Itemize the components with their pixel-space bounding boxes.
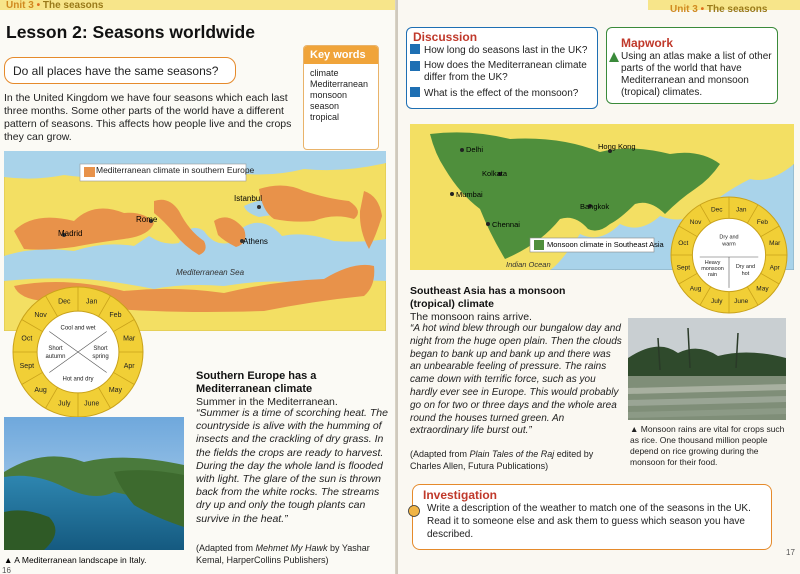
map-label-mumbai: Mumbai bbox=[456, 190, 483, 199]
map-label-madrid: Madrid bbox=[58, 229, 83, 238]
wheel-month-label: Aug bbox=[34, 386, 47, 394]
unit-topic: The seasons bbox=[706, 4, 768, 15]
discussion-list bbox=[410, 44, 596, 100]
source-title: Plain Tales of the Raj bbox=[469, 449, 555, 459]
med-map-legend: Mediterranean climate in southern Europe bbox=[96, 165, 255, 175]
section-title: Southeast Asia has a monsoon (tropical) climate bbox=[410, 285, 566, 310]
wheel-month-label: Apr bbox=[769, 264, 780, 272]
quote-text: “A hot wind blew through our bungalow day and night from the huge open plain. Then the clouds began to bank up and bank up and there was an unbearable feeling of pressure. The rains came down with terrific force, such as you hardly ever see in Europe. This would probably go on for two or three days and the whole area round the houses turned green. An extraordinary life burst out.” bbox=[410, 323, 622, 437]
wheel-season-label: autumn bbox=[45, 354, 66, 360]
circle-bullet-icon bbox=[408, 505, 420, 517]
wheel-month-label: Feb bbox=[756, 218, 769, 226]
square-bullet-icon bbox=[410, 61, 420, 71]
keyword-item: tropical bbox=[310, 112, 340, 122]
unit-label: Unit 3 bbox=[670, 4, 698, 15]
wheel-month-label: May bbox=[108, 386, 123, 394]
map-label-rome: Rome bbox=[136, 215, 158, 224]
quote-source bbox=[196, 542, 392, 566]
wheel-month-label: Jan bbox=[735, 206, 747, 214]
map-label-sea: Mediterranean Sea bbox=[176, 268, 245, 277]
map-label-istanbul: Istanbul bbox=[234, 194, 263, 203]
wheel-month-label: Dec bbox=[58, 298, 71, 306]
wheel-season-label: warm bbox=[722, 241, 736, 248]
keywords-title: Key words bbox=[304, 46, 378, 64]
photo-caption: ▲ Monsoon rains are vital for crops such as rice. One thousand million people depend on rice growing during the monsoon for their food. bbox=[630, 424, 785, 467]
quote-source bbox=[410, 448, 610, 472]
wheel-season-label: rain bbox=[707, 272, 718, 279]
discussion-item: How does the Mediterranean climate differ from the UK? bbox=[410, 60, 596, 84]
wheel-month-label: Feb bbox=[109, 312, 122, 320]
left-page bbox=[0, 0, 396, 574]
page-number: 16 bbox=[2, 566, 11, 574]
unit-header bbox=[670, 4, 767, 15]
intro-paragraph: In the United Kingdom we have four seasons which each last three months. Some other parts of the world have a different pattern of seasons. This affects how people live and the crops they can grow. bbox=[4, 92, 292, 143]
bullet-icon: • bbox=[36, 0, 41, 11]
wheel-month-label: May bbox=[756, 285, 769, 293]
unit-header bbox=[6, 0, 103, 11]
keywords-box bbox=[303, 45, 379, 150]
section-title: Southern Europe has a Mediterranean climate bbox=[196, 370, 317, 395]
wheel-month-label: June bbox=[84, 400, 100, 408]
wheel-month-label: July bbox=[58, 400, 71, 408]
section-subtitle: Summer in the Mediterranean. bbox=[196, 396, 338, 408]
question-box bbox=[4, 57, 236, 84]
discussion-item: How long do seasons last in the UK? bbox=[410, 44, 596, 57]
wheel-season-label: Dry and bbox=[719, 234, 739, 241]
quote-text: “Summer is a time of scorching heat. The countryside is alive with the humming of insects and the crackling of dry grass. In the fields the crops are ready to harvest. During the day the whole land is flooded with light. The glare of the sun is thrown back from the white rocks. The streams dry up and only the tough plants can survive in the heat.” bbox=[196, 407, 388, 525]
map-label-hongkong: Hong Kong bbox=[598, 142, 636, 151]
map-label-kolkata: Kolkata bbox=[482, 169, 508, 178]
keyword-item: Mediterranean bbox=[310, 79, 369, 89]
discussion-box bbox=[406, 27, 598, 109]
wheel-season-label: Short bbox=[48, 346, 63, 352]
wheel-season-label: Hot and dry bbox=[62, 376, 94, 383]
wheel-month-label: Apr bbox=[123, 363, 135, 371]
italy-landscape-photo bbox=[4, 417, 184, 550]
season-wheel-mediterranean bbox=[12, 286, 144, 418]
wheel-season-label: Short bbox=[93, 346, 108, 352]
wheel-month-label: June bbox=[734, 297, 749, 305]
discussion-title: Discussion bbox=[413, 30, 478, 44]
right-page bbox=[398, 0, 800, 574]
wheel-season-label: Heavy bbox=[704, 260, 721, 267]
wheel-month-label: Jan bbox=[86, 298, 98, 306]
asia-map-legend: Monsoon climate in Southeast Asia bbox=[547, 240, 664, 249]
triangle-icon bbox=[609, 52, 619, 62]
discussion-item: What is the effect of the monsoon? bbox=[410, 87, 596, 100]
map-label-chennai: Chennai bbox=[492, 220, 520, 229]
keyword-item: monsoon bbox=[310, 90, 348, 100]
wheel-month-label: Dec bbox=[710, 206, 723, 214]
wheel-month-label: Mar bbox=[769, 240, 781, 248]
investigation-box bbox=[412, 484, 772, 550]
investigation-text: Write a description of the weather to match one of the seasons in the UK. Read it to someone else and ask them to guess which season you have described. bbox=[427, 503, 751, 541]
wheel-season-label: spring bbox=[92, 354, 109, 360]
source-suffix: edited by Charles Allen, Futura Publications) bbox=[410, 449, 594, 471]
wheel-month-label: July bbox=[710, 297, 723, 305]
mapwork-box bbox=[606, 27, 778, 104]
source-prefix: (Adapted from bbox=[410, 449, 470, 459]
map-label-delhi: Delhi bbox=[466, 145, 484, 154]
square-bullet-icon bbox=[410, 87, 420, 97]
wheel-season-label: Dry and bbox=[735, 263, 756, 270]
wheel-month-label: Sept bbox=[19, 363, 35, 371]
square-bullet-icon bbox=[410, 44, 420, 54]
mapwork-title: Mapwork bbox=[621, 36, 674, 50]
wheel-month-label: Oct bbox=[21, 335, 33, 343]
section-subtitle: The monsoon rains arrive. bbox=[410, 311, 532, 323]
map-label-ocean: Indian Ocean bbox=[506, 260, 551, 269]
season-wheel-monsoon bbox=[670, 196, 788, 314]
keywords-list bbox=[304, 64, 378, 127]
map-label-bangkok: Bangkok bbox=[580, 202, 610, 211]
source-title: Mehmet My Hawk bbox=[255, 543, 328, 553]
wheel-season-label: Cool and wet bbox=[60, 325, 96, 332]
source-prefix: (Adapted from bbox=[196, 543, 256, 553]
wheel-season-label: hot bbox=[741, 270, 750, 277]
page-number: 17 bbox=[786, 548, 795, 557]
lesson-title: Lesson 2: Seasons worldwide bbox=[6, 22, 255, 42]
unit-label: Unit 3 bbox=[6, 0, 34, 11]
rice-field-photo bbox=[628, 318, 786, 420]
wheel-month-label: Oct bbox=[678, 240, 689, 248]
source-suffix: by Yashar Kemal, HarperCollins Publishers) bbox=[196, 543, 370, 565]
wheel-season-label: monsoon bbox=[701, 266, 724, 273]
question-text: Do all places have the same seasons? bbox=[13, 64, 219, 78]
mapwork-text: Using an atlas make a list of other parts of the world that have Mediterranean and monsoon (tropical) climates. bbox=[621, 51, 772, 98]
keyword-item: season bbox=[310, 101, 340, 111]
wheel-month-label: Sept bbox=[676, 264, 691, 272]
unit-topic: The seasons bbox=[42, 0, 104, 11]
wheel-month-label: Nov bbox=[34, 312, 47, 320]
wheel-month-label: Mar bbox=[123, 335, 136, 343]
bullet-icon: • bbox=[700, 4, 705, 15]
photo-caption: ▲ A Mediterranean landscape in Italy. bbox=[4, 555, 147, 565]
wheel-month-label: Aug bbox=[689, 285, 702, 293]
keyword-item: climate bbox=[310, 68, 339, 78]
investigation-title: Investigation bbox=[423, 488, 498, 502]
wheel-month-label: Nov bbox=[689, 218, 702, 226]
map-label-athens: Athens bbox=[243, 237, 268, 246]
